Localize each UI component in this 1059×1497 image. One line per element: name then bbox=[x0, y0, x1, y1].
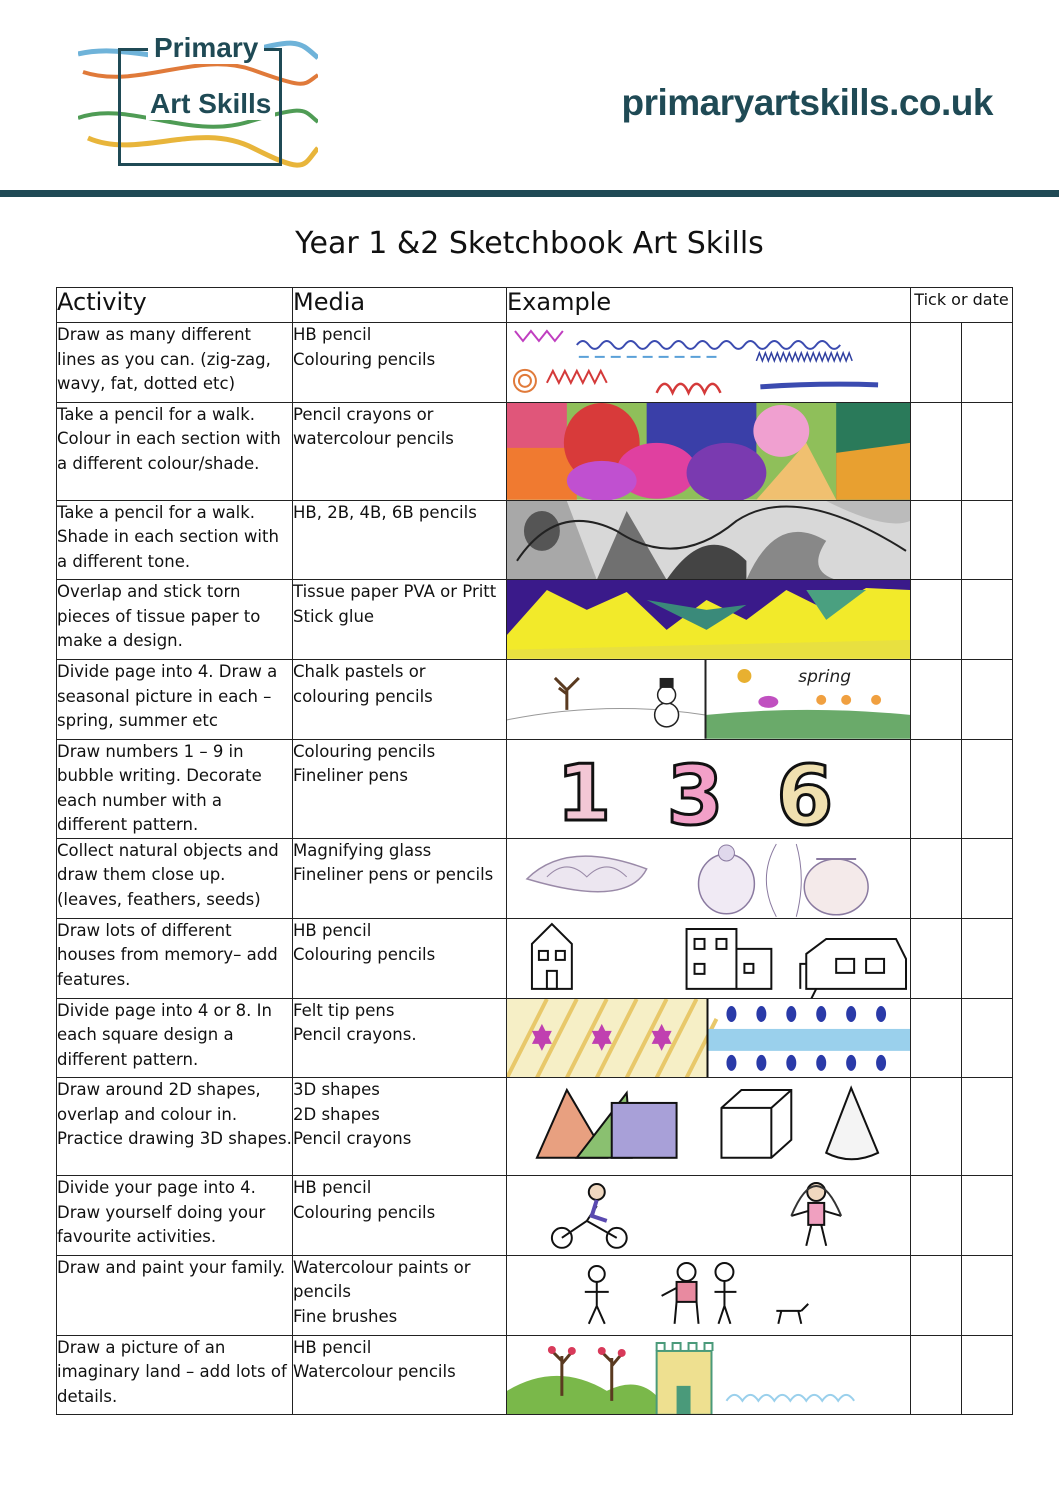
bubble-number-1: 1 bbox=[556, 748, 612, 837]
table-row bbox=[57, 739, 1013, 838]
skills-table bbox=[56, 287, 1013, 1415]
media-cell: 3D shapes 2D shapes Pencil crayons bbox=[293, 1078, 507, 1176]
media-cell: HB pencil Colouring pencils bbox=[293, 323, 507, 403]
activity-cell: Draw a picture of an imaginary land – add lots of details. bbox=[57, 1335, 293, 1415]
date-cell[interactable] bbox=[962, 402, 1013, 500]
bubble-number-3: 3 bbox=[666, 748, 724, 837]
example-imaginary-land bbox=[507, 1335, 911, 1415]
date-cell[interactable] bbox=[962, 1255, 1013, 1335]
tick-cell[interactable] bbox=[911, 1335, 962, 1415]
example-activities bbox=[507, 1176, 911, 1256]
header-example: Example bbox=[507, 288, 911, 323]
activity-cell: Take a pencil for a walk. Shade in each section with a different tone. bbox=[57, 500, 293, 580]
media-cell: Pencil crayons or watercolour pencils bbox=[293, 402, 507, 500]
tick-cell[interactable] bbox=[911, 1078, 962, 1176]
date-cell[interactable] bbox=[962, 838, 1013, 918]
spring-label: spring bbox=[798, 666, 852, 687]
tick-cell[interactable] bbox=[911, 838, 962, 918]
table-row bbox=[57, 1078, 1013, 1176]
activity-cell: Draw numbers 1 – 9 in bubble writing. Decorate each number with a different pattern. bbox=[57, 739, 293, 838]
tick-cell[interactable] bbox=[911, 660, 962, 740]
website-url: primaryartskills.co.uk bbox=[621, 82, 993, 123]
media-cell: Felt tip pens Pencil crayons. bbox=[293, 998, 507, 1078]
date-cell[interactable] bbox=[962, 998, 1013, 1078]
date-cell[interactable] bbox=[962, 500, 1013, 580]
media-cell: HB pencil Watercolour pencils bbox=[293, 1335, 507, 1415]
tick-cell[interactable] bbox=[911, 1176, 962, 1256]
logo-line-1: Primary bbox=[148, 32, 264, 64]
media-cell: HB pencil Colouring pencils bbox=[293, 918, 507, 998]
date-cell[interactable] bbox=[962, 580, 1013, 660]
activity-cell: Collect natural objects and draw them close up. (leaves, feathers, seeds) bbox=[57, 838, 293, 918]
example-lines bbox=[507, 323, 911, 403]
table-row bbox=[57, 580, 1013, 660]
page-title: Year 1 &2 Sketchbook Art Skills bbox=[295, 226, 764, 261]
media-cell: Magnifying glass Fineliner pens or pencils bbox=[293, 838, 507, 918]
table-row bbox=[57, 660, 1013, 740]
tick-cell[interactable] bbox=[911, 1255, 962, 1335]
example-colour-walk bbox=[507, 402, 911, 500]
tick-cell[interactable] bbox=[911, 918, 962, 998]
activity-cell: Draw around 2D shapes, overlap and colour in. Practice drawing 3D shapes. bbox=[57, 1078, 293, 1176]
date-cell[interactable] bbox=[962, 660, 1013, 740]
header-rule bbox=[0, 190, 1059, 197]
media-cell: Chalk pastels or colouring pencils bbox=[293, 660, 507, 740]
example-shapes bbox=[507, 1078, 911, 1176]
tick-cell[interactable] bbox=[911, 739, 962, 838]
table-row bbox=[57, 500, 1013, 580]
example-houses bbox=[507, 918, 911, 998]
date-cell[interactable] bbox=[962, 1078, 1013, 1176]
logo-line-2: Art Skills bbox=[146, 88, 275, 120]
example-patterns bbox=[507, 998, 911, 1078]
header-media: Media bbox=[293, 288, 507, 323]
table-row bbox=[57, 918, 1013, 998]
date-cell[interactable] bbox=[962, 918, 1013, 998]
activity-cell: Draw and paint your family. bbox=[57, 1255, 293, 1335]
tick-cell[interactable] bbox=[911, 580, 962, 660]
date-cell[interactable] bbox=[962, 1176, 1013, 1256]
activity-cell: Draw as many different lines as you can. (zig-zag, wavy, fat, dotted etc) bbox=[57, 323, 293, 403]
date-cell[interactable] bbox=[962, 739, 1013, 838]
example-seasons bbox=[507, 660, 911, 740]
tick-cell[interactable] bbox=[911, 323, 962, 403]
example-natural-objects bbox=[507, 838, 911, 918]
table-row bbox=[57, 323, 1013, 403]
activity-cell: Overlap and stick torn pieces of tissue paper to make a design. bbox=[57, 580, 293, 660]
activity-cell: Divide page into 4 or 8. In each square design a different pattern. bbox=[57, 998, 293, 1078]
table-row bbox=[57, 1255, 1013, 1335]
date-cell[interactable] bbox=[962, 1335, 1013, 1415]
media-cell: Tissue paper PVA or Pritt Stick glue bbox=[293, 580, 507, 660]
example-bubble-numbers bbox=[507, 739, 911, 838]
header-activity: Activity bbox=[57, 288, 293, 323]
bubble-number-6: 6 bbox=[776, 748, 834, 837]
media-cell: HB pencil Colouring pencils bbox=[293, 1176, 507, 1256]
tick-cell[interactable] bbox=[911, 998, 962, 1078]
activity-cell: Divide page into 4. Draw a seasonal picture in each – spring, summer etc bbox=[57, 660, 293, 740]
logo bbox=[78, 30, 318, 180]
example-family bbox=[507, 1255, 911, 1335]
table-row bbox=[57, 402, 1013, 500]
example-tone-walk bbox=[507, 500, 911, 580]
header-tick-or-date: Tick or date bbox=[911, 288, 1013, 323]
activity-cell: Divide your page into 4. Draw yourself doing your favourite activities. bbox=[57, 1176, 293, 1256]
table-row bbox=[57, 1176, 1013, 1256]
table-row bbox=[57, 1335, 1013, 1415]
tick-cell[interactable] bbox=[911, 402, 962, 500]
activity-cell: Draw lots of different houses from memory– add features. bbox=[57, 918, 293, 998]
media-cell: HB, 2B, 4B, 6B pencils bbox=[293, 500, 507, 580]
table-row bbox=[57, 838, 1013, 918]
media-cell: Colouring pencils Fineliner pens bbox=[293, 739, 507, 838]
activity-cell: Take a pencil for a walk. Colour in each section with a different colour/shade. bbox=[57, 402, 293, 500]
example-tissue-paper bbox=[507, 580, 911, 660]
table-header-row bbox=[57, 288, 1013, 323]
date-cell[interactable] bbox=[962, 323, 1013, 403]
tick-cell[interactable] bbox=[911, 500, 962, 580]
media-cell: Watercolour paints or pencils Fine brushes bbox=[293, 1255, 507, 1335]
table-row bbox=[57, 998, 1013, 1078]
